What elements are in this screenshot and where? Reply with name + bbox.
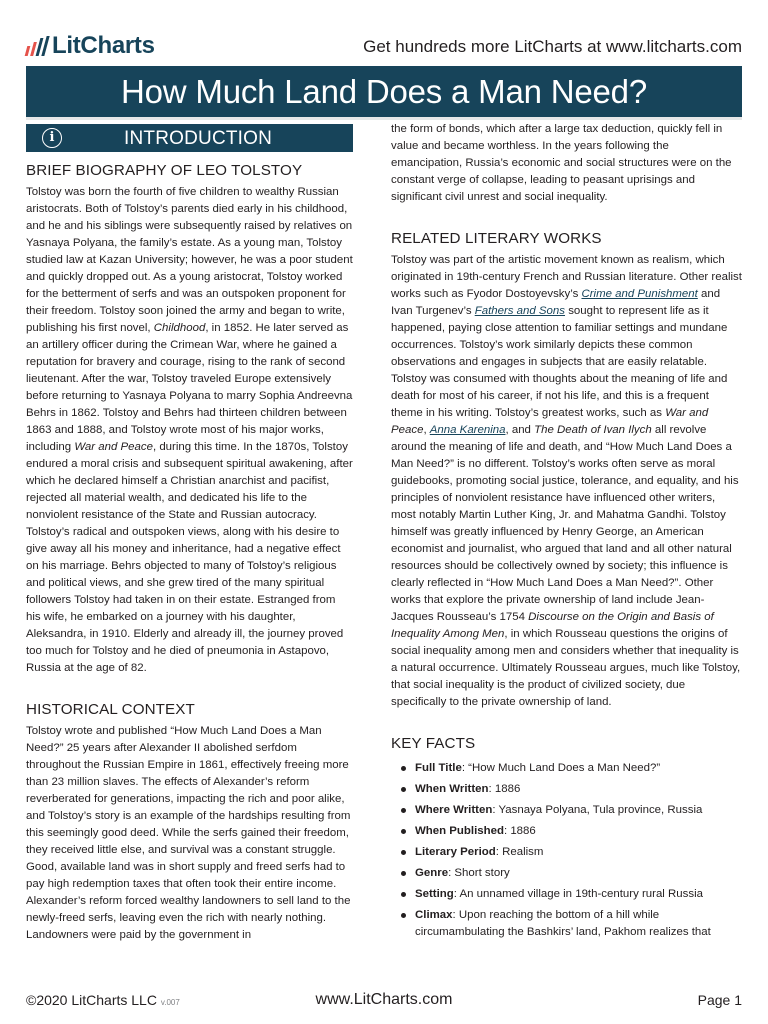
introduction-band [26, 124, 353, 152]
footer-site-link[interactable]: www.LitCharts.com [315, 991, 453, 1008]
key-fact-item: Full Title: “How Much Land Does a Man Need?” [401, 760, 743, 777]
historical-context-continued: the form of bonds, which after a large tax deduction, quickly fell in value and became worthless. In the years following the emancipation, Russia’s economic and social structures were on the constant verge of collapse, leading to peasant uprisings and significant civil unrest and social inequality. [391, 123, 732, 203]
key-fact-item: Climax: Upon reaching the bottom of a hill while circumambulating the Bashkirs’ land, Pakhom realizes that [401, 907, 743, 941]
key-facts-heading: KEY FACTS [391, 735, 476, 752]
key-fact-item: Where Written: Yasnaya Polyana, Tula province, Russia [401, 802, 743, 819]
left-column [26, 124, 353, 944]
related-works-text: Tolstoy was part of the artistic movement known as realism, which originated in 19th-century French and Russian literature. Other realist works such as Fyodor Dostoyevsky’s Crime and Punishment and Ivan Turgenev’s Fathers and Sons sought to represent life as it happened, paying close attention to familiar settings and mundane occurrences. Tolstoy’s work similarly depicts these common observations and engages in subjects that are easily relatable. Tolstoy was consumed with thoughts about the meaning of life and death for most of his career, if not his life, and this is a frequent theme in his writing. Tolstoy’s greatest works, such as War and Peace, Anna Karenina, and The Death of Ivan Ilych all revolve around the meaning of life and death, and “How Much Land Does a Man Need?” is no different. Tolstoy’s works often serve as moral guidebooks, promoting social justice, tolerance, and equality, and his principles of nonviolent resistance have influenced other writers, most notably Martin Luther King, Jr. and Mahatma Gandhi. Tolstoy himself was greatly influenced by Henry George, an American economist and journalist, who argued that land and all other natural resources should be collectively owned by society; this influence is clearly reflected in “How Much Land Does a Man Need?”. Other works that explore the private ownership of land include Jean-Jacques Rousseau’s 1754 Discourse on the Origin and Basis of Inequality Among Men, in which Rousseau questions the origins of social inequality among men and considers whether that inequality is a natural occurrence. Ultimately Rousseau argues, much like Tolstoy, that social inequality is the product of civilized society, due specifically to the private ownership of land. [391, 254, 742, 708]
historical-context-text: Tolstoy wrote and published “How Much Land Does a Man Need?” 25 years after Alexander II abolished serfdom throughout the Russian Empire in 1861, effectively freeing more than 23 million slaves. The effects of Alexander’s reform reverberated for generations, impacting the rich and poor alike, and Tolstoy’s story is an example of the hardships resulting from this seemingly good deed. While the serfs gained their freedom, they received little else, and survival was a constant struggle. Good, available land was in short supply and freed serfs had to pay high redemption taxes that often took their entire income. Alexander’s reform forced wealthy landowners to sell land to the newly-freed serfs, leaving even the rich with nearly nothing. Landowners were paid by the government in [26, 725, 351, 941]
key-fact-item: Setting: An unnamed village in 19th-century rural Russia [401, 886, 743, 903]
page-number: Page 1 [697, 992, 742, 1008]
introduction-label: INTRODUCTION [124, 127, 273, 149]
litcharts-logo[interactable] [26, 32, 155, 60]
page-footer [26, 990, 742, 1012]
footer-version: v.007 [160, 998, 180, 1007]
key-fact-item: Genre: Short story [401, 865, 743, 882]
footer-copyright: ©2020 LitCharts LLC v.007 [26, 992, 180, 1008]
anna-karenina-link[interactable]: Anna Karenina [429, 424, 506, 436]
historical-context-heading: HISTORICAL CONTEXT [26, 701, 195, 718]
logo-bars-icon [26, 36, 47, 56]
key-fact-item: When Written: 1886 [401, 781, 743, 798]
info-icon: i [42, 128, 62, 148]
related-works-heading: RELATED LITERARY WORKS [391, 230, 602, 247]
top-bar [26, 30, 742, 64]
biography-heading: BRIEF BIOGRAPHY OF LEO TOLSTOY [26, 162, 303, 179]
key-facts-list [391, 760, 743, 941]
page-title: How Much Land Does a Man Need? [121, 72, 647, 110]
fathers-and-sons-link[interactable]: Fathers and Sons [474, 305, 566, 317]
key-fact-item: Literary Period: Realism [401, 844, 743, 861]
right-column [391, 121, 743, 945]
logo-text: LitCharts [52, 32, 155, 59]
key-fact-item: When Published: 1886 [401, 823, 743, 840]
title-band [26, 66, 742, 120]
crime-and-punishment-link[interactable]: Crime and Punishment [581, 288, 698, 300]
biography-text: Tolstoy was born the fourth of five children to wealthy Russian aristocrats. Both of Tolstoy’s parents died early in his childhood, and he and his siblings were subsequently raised by relatives on Yasnaya Polyana, the family’s estate. As a young man, Tolstoy studied law at Kazan University; however, he was a poor student and quickly dropped out. As a young aristocrat, Tolstoy worked for the betterment of serfs and was an outspoken proponent for their freedom. Tolstoy soon joined the army and began to write, publishing his first novel, Childhood, in 1852. He later served as an artillery officer during the Crimean War, where he gained a reputation for bravery and courage, rising to the rank of second lieutenant. After the war, Tolstoy traveled Europe extensively before returning to Yasnaya Polyana to marry Sophia Andreevna Behrs in 1862. Tolstoy and Behrs had thirteen children between 1863 and 1888, and Tolstoy wrote most of his major works, including War and Peace, during this time. In the 1870s, Tolstoy endured a moral crisis and subsequent spiritual awakening, after which he declared himself a Christian anarchist and pacifist, rejected all material wealth, and dedicated his life to the nonviolent resistance of the State and Russian autocracy. Tolstoy’s radical and outspoken views, along with his desire to give away all his money and inheritance, had a negative effect on his marriage. Behrs objected to many of Tolstoy’s religious and political views, and she grew tired of the many spiritual followers Tolstoy had taken in on their estate. Estranged from his wife, he embarked on a journey with his daughter, Aleksandra, in 1910. Elderly and already ill, the journey proved too much for Tolstoy and he died of pneumonia in Astapovo, Russia at the age of 82. [26, 186, 353, 674]
header-tagline[interactable]: Get hundreds more LitCharts at www.litcharts.com [363, 37, 742, 56]
